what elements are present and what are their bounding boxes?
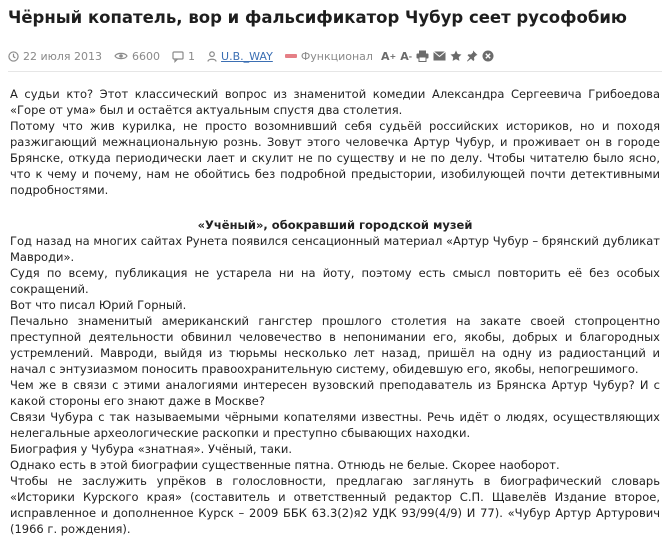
views-count: 6600 <box>132 49 161 63</box>
eye-icon <box>114 51 128 61</box>
print-icon[interactable] <box>416 50 429 62</box>
category-meta[interactable] <box>285 50 373 63</box>
paragraph: Год назад на многих сайтах Рунета появился сенсационный материал «Артур Чубур – брянский дубликат Мавроди». <box>10 234 660 264</box>
paragraph: Печально знаменитый американский гангстер прошлого столетия на закате своей стопроцентно преступной деятельности обвинил человечество в непонимании его, якобы, добрых и благородных устремлений. Мавроди, выйдя из тюрьмы несколько лет назад, пришёл на одну из радиостанций и начал с энтузиазмом поносить правоохранительную систему, обидевшую его, якобы, непогрешимого. <box>10 314 660 376</box>
email-icon[interactable] <box>433 51 446 61</box>
category-color-marker <box>285 54 297 58</box>
clock-icon <box>8 51 19 62</box>
article-date: 22 июля 2013 <box>23 49 103 63</box>
paragraph: Связи Чубура с так называемыми чёрными копателями известны. Речь идёт о людях, осуществляющих нелегальные археологические раскопки и преступно сбывающих находки. <box>10 410 660 440</box>
author-link[interactable]: U.B._WAY <box>221 49 273 63</box>
close-circle-icon[interactable] <box>482 50 494 62</box>
paragraph: Судя по всему, публикация не устарела ни на йоту, поэтому есть смысл повторить её без особых сокращений. <box>10 266 660 296</box>
views-meta <box>114 50 160 63</box>
paragraph: Потому что жив курилка, не просто возомнивший себя судьёй российских историков, но и походя разжигающий межнациональную рознь. Зовут этого человечка Артур Чубур, и проживает он в городе Брянске, откуда периодически лает и скулит не по существу и не по делу. Чтобы читателю было ясно, что к чему и почему, нам не обойтись без подробной предыстории, изобилующей почти детективными подробностями. <box>10 119 660 197</box>
comment-icon[interactable] <box>172 51 184 62</box>
category-label[interactable]: Функционал <box>300 49 373 63</box>
minus-icon: - <box>408 51 413 61</box>
paragraph: А судьи кто? Этот классический вопрос из знаменитой комедии Александра Сергеевича Грибоедова «Горе от ума» был и остаётся актуальным спустя два столетия. <box>10 87 660 117</box>
date-meta <box>8 50 102 63</box>
font-increase-button[interactable]: A + <box>380 49 397 63</box>
paragraph: Вот что писал Юрий Горный. <box>10 298 187 312</box>
pin-icon[interactable] <box>466 50 478 62</box>
paragraph: Чтобы не заслужить упрёков в голословности, предлагаю заглянуть в биографический словарь «Историки Курского края» (составитель и ответственный редактор С.П. Щавелёв Издание второе, исправленное и дополненное Курск – 2009 ББК 63.3(2)я2 УДК 93/99(4/9) И 77). «Чубур Артур Артурович (1966 г. рождения). <box>10 474 660 536</box>
paragraph: Биография у Чубура «знатная». Учёный, таки. <box>10 442 293 456</box>
subheading: «Учёный», обокравший городской музей <box>197 218 473 232</box>
user-icon <box>207 51 217 62</box>
bookmark-star-icon[interactable] <box>450 50 462 62</box>
paragraph: Однако есть в этой биографии существенные пятна. Отнюдь не белые. Скорее наоборот. <box>10 458 560 472</box>
article-meta <box>8 46 668 66</box>
comments-meta[interactable] <box>172 50 195 63</box>
plus-icon: + <box>389 51 397 61</box>
paragraph: Чем же в связи с этими аналогиями интересен вузовский преподаватель из Брянска Артур Чубур? И с какой стороны его знают даже в Москве? <box>10 378 660 408</box>
paragraph-gap <box>10 198 660 217</box>
article-tools <box>377 50 494 63</box>
article-body <box>10 86 660 537</box>
author-meta[interactable] <box>207 50 273 63</box>
comments-count[interactable]: 1 <box>188 49 196 63</box>
meta-divider <box>8 71 662 72</box>
article-title: Чёрный копатель, вор и фальсификатор Чубур сеет русофобию <box>8 8 627 27</box>
font-decrease-button[interactable]: A - <box>400 49 413 63</box>
